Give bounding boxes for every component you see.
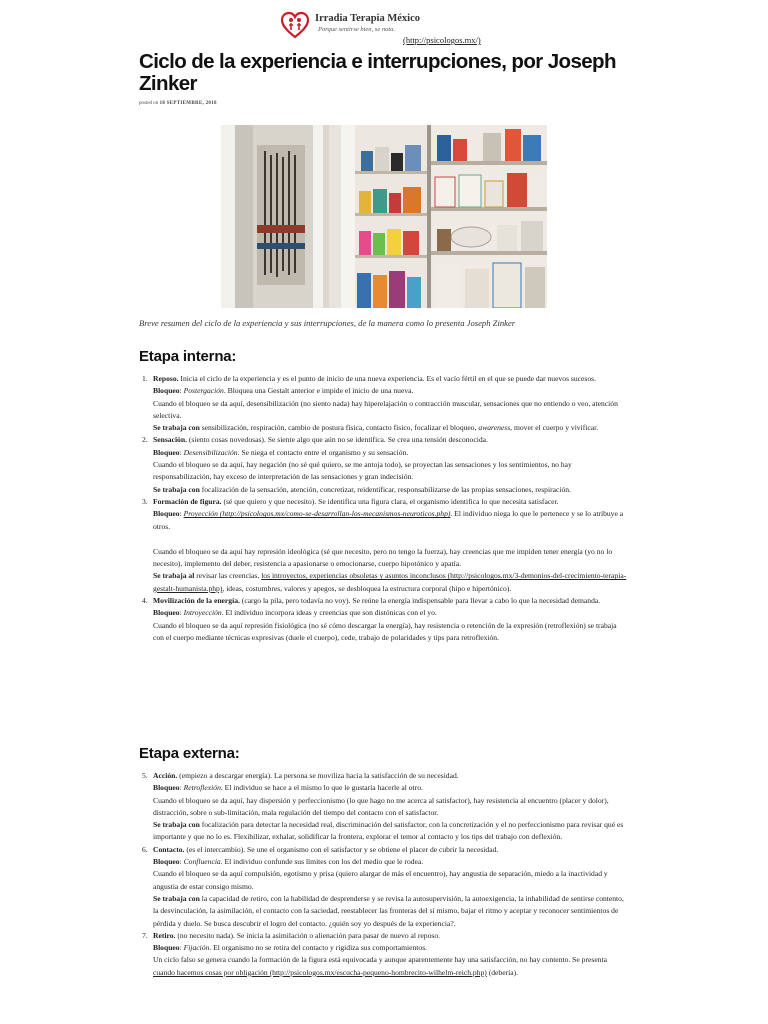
work-desc: focalización para detectar la necesidad real, discriminación del satisfactor, con la concretización y el no perfeccionismo para revisar qué es importante y que no lo es. Flexibilizar, exhalar, solidificar la frontera, explorar el temor al contacto y los tips del trabajo con deflexión.: [153, 820, 624, 842]
item-number: 5.: [142, 771, 148, 780]
work-em: awareness: [478, 423, 511, 433]
work-desc: sensibilización, respiración, cambio de postura física, contacto físico, focalizar el bloqueo,: [199, 423, 479, 433]
block-name: Confluencia: [183, 857, 221, 867]
work-label: Se trabaja con: [153, 893, 200, 903]
introyectos-link[interactable]: los introyectos, experiencias obsoletas y asuntos inconclusos (http://psicologos.mx/3-demonios-del-crecimiento-terapia-gestalt-humanista.php): [153, 571, 627, 593]
block-desc: . Se niega el contacto entre el organismo y su sensación.: [237, 447, 409, 457]
stage-name: Formación de figura.: [153, 496, 222, 506]
stage-desc: Inicia el ciclo de la experiencia y es el punto de inicio de una nueva experiencia. Es el vacío fértil en el que se puede dar nuevos sucesos.: [178, 374, 597, 383]
site-name: Irradia Terapia México: [315, 13, 420, 24]
list-item: 3. Formación de figura. (sé que quiero y que necesito). Se identifica una figura clara, el organismo identifica lo que necesita satisfacer. Bloqueo: Proyección (http://psicologos.mx/como-se-desarrollan-los-mecanismos-neuroticos.php). El individuo niega lo que le pertenece y se lo atribuye a otros. Cuando el bloqueo se da aquí hay represión ideológica (sé que necesito, pero no tengo la fuerza), hay creencias que me impiden tener energía (yo no lo necesito), implemento del deber, resistencia a apasionarse o emocionarse, cuerpo hipotónico y apatía. Se trabaja al revisar las creencias, los introyectos, experiencias obsoletas y asuntos inconclusos (http://psicologos.mx/3-demonios-del-crecimiento-terapia-gestalt-humanista.php), ideas, costumbres, valores y apegos, se desbloquea la estructura corporal (hipo e hipertónico).: [142, 496, 627, 593]
item-number: 2.: [142, 435, 148, 445]
item-number: 4.: [142, 596, 148, 606]
work-desc: la capacidad de retiro, con la habilidad de desprenderse y se revisa la autosupervisión, la autoexigencia, la inhabilidad de sentirse contento, la desvinculación, la asimilación, el contacto con la saciedad, reestablecer las fronteras del sí mismo, bajar el ritmo y aceptar y reconocer sentimientos de pérdida y duelo. Se busca descubrir el logro del contacto. ¿quién soy yo después de la experiencia?.: [153, 893, 624, 928]
block-label: Bloqueo: [153, 783, 180, 793]
stage-name: Reposo.: [153, 374, 179, 383]
hearts-logo-icon: [280, 11, 310, 39]
post-meta: [139, 101, 217, 106]
work-label: Se trabaja con: [153, 820, 200, 830]
block-label: Bloqueo: [153, 608, 180, 618]
obligacion-link[interactable]: cuando hacemos cosas por obligación (http://psicologos.mx/escucha-pequeno-hombrecito-wilhelm-reich.php): [153, 967, 487, 977]
work-desc: focalización de la sensación, atención, concretizar, reidentificar, responsabilizarse de las propias sensaciones, respiración.: [199, 484, 571, 494]
block-label: Bloqueo: [153, 509, 180, 519]
work-tail: , mover el cuerpo y vivificar.: [510, 423, 599, 433]
section-heading-internal: Etapa interna:: [139, 348, 237, 365]
block-desc: . Bloquea una Gestalt anterior e impide el inicio de una nueva.: [223, 386, 414, 396]
work-desc: revisar las creencias,: [194, 571, 262, 581]
site-logo-link[interactable]: [280, 8, 500, 44]
site-header: [0, 0, 768, 46]
block-label: Bloqueo: [153, 447, 180, 457]
list-item: 6. Contacto. (es el intercambio). Se une el organismo con el satisfactor y se obtiene el placer de cubrir la necesidad. Bloqueo: Confluencia. El individuo confunde sus límites con los del medio que le rodea. Cuando el bloqueo se da aquí compulsión, egotismo y prisa (quiero alargar de más el encuentro), hay angustia de separación, miedo a la inactividad y angustia de estar consigo mismo. Se trabaja con la capacidad de retiro, con la habilidad de desprenderse y se revisa la autosupervisión, la autoexigencia, la inhabilidad de sentirse contento, la desvinculación, la asimilación, el contacto con la saciedad, reestablecer las fronteras del sí mismo, bajar el ritmo y aceptar y reconocer sentimientos de pérdida y duelo. Se busca descubrir el logro del contacto. ¿quién soy yo después de la experiencia?.: [153, 844, 627, 930]
block-desc: . El individuo incorpora ideas y creencias que son distónicas con el yo.: [221, 608, 437, 618]
block-name: Retroflexión: [183, 783, 221, 793]
block-effect-tail: (debería).: [486, 967, 519, 977]
list-item: 7. Retiro. (no necesito nada). Se inicia la asimilación o alienación para pasar de nuevo al reposo. Bloqueo: Fijación. El organismo no se retira del contacto y rigidiza sus comportamientos. Un ciclo falso se genera cuando la formación de la figura está equivocada y aunque aparentemente hay una satisfacción, no hay contento. Se presenta cuando hacemos cosas por obligación (http://psicologos.mx/escucha-pequeno-hombrecito-wilhelm-reich.php) (debería).: [142, 930, 607, 977]
stage-name: Movilización de la energía.: [153, 596, 240, 606]
block-name: Introyección: [183, 608, 222, 618]
stage-desc: (siento cosas novedosas). Se siente algo que aún no se identifica. Se crea una tensión desconocida.: [186, 435, 488, 445]
block-name: Postergación: [183, 386, 224, 396]
block-desc: . El individuo se hace a el mismo lo que le gustaría hacerle al otro.: [220, 783, 423, 793]
proyeccion-link[interactable]: Proyección (http://psicologos.mx/como-se-desarrollan-los-mecanismos-neuroticos.php): [183, 509, 451, 519]
block-effect: Cuando el bloqueo se da aquí hay represión ideológica (sé que necesito, pero no tengo la fuerza), hay creencias que me impiden tener energía (yo no lo necesito), implemento del deber, resistencia a apasionarse o emocionarse, cuerpo hipotónico y apatía.: [153, 546, 613, 569]
post-meta-prefix: posted on: [139, 101, 159, 106]
stage-name: Sensación.: [153, 435, 187, 445]
paint-shelves-illustration: [221, 125, 547, 308]
list-item: 2. Sensación. (siento cosas novedosas). Se siente algo que aún no se identifica. Se crea una tensión desconocida. Bloqueo: Desensibilización. Se niega el contacto entre el organismo y su sensación. Cuando el bloqueo se da aquí, hay negación (no sé qué quiero, se me antoja todo), se proyectan las sensaciones y los sentimientos, no hay responsabilización, hay exceso de interpretación de las sensaciones y gran indecisión. Se trabaja con focalización de la sensación, atención, concretizar, reidentificar, responsabilizarse de las propias sensaciones, respiración.: [153, 434, 627, 495]
block-effect: Cuando el bloqueo se da aquí, hay negación (no sé qué quiero, se me antoja todo), se proyectan las sensaciones y los sentimientos, no hay responsabilización, hay exceso de interpretación de las sensaciones y gran indecisión.: [153, 460, 572, 482]
stages-list-internal: [142, 373, 627, 644]
block-effect: Cuando el bloqueo se da aquí, hay dispersión y perfeccionismo (lo que hago no me acerca al satisfactor), hay resistencia al encuentro (placer y dolor), distracción, sobre o sub-limitación, mala regulación del tiempo del contacto con el satisfactor.: [153, 795, 609, 817]
item-number: 6.: [142, 844, 148, 854]
stage-name: Retiro.: [153, 930, 176, 940]
item-number: 3.: [142, 496, 148, 506]
stage-desc: (es el intercambio). Se une el organismo con el satisfactor y se obtiene el placer de cubrir la necesidad.: [184, 844, 499, 854]
block-effect: Cuando el bloqueo se da aquí, desensibilización (no siento nada) hay hiperelajación o contracción muscular, sensaciones que no entiendo o veo, atención selectiva.: [153, 398, 618, 420]
block-effect: Cuando el bloqueo se da aquí compulsión, egotismo y prisa (quiero alargar de más el encuentro), hay angustia de separación, miedo a la inactividad y angustia de estar consigo mismo.: [153, 869, 608, 891]
site-url-link[interactable]: (http://psicologos.mx/): [403, 35, 481, 45]
stage-desc: (empiezo a descargar energía). La persona se moviliza hacia la satisfacción de su necesidad.: [177, 771, 459, 780]
site-tagline: Porque sentirse bien, se nota.: [318, 26, 396, 33]
list-item: 4. Movilización de la energía. (cargo la pila, pero todavía no voy). Se reúne la energía indispensable para llevar a cabo lo que la necesidad demanda. Bloqueo: Introyección. El individuo incorpora ideas y creencias que son distónicas con el yo. Cuando el bloqueo se da aquí represión fisiológica (no sé cómo descargar la energía), hay resistencia o retención de la expresión (retroflexión) se trabaja con el cuerpo mediante técnicas expresivas (duele el cuerpo), cede, trabajo de polaridades y tips para retroflexión.: [153, 595, 627, 644]
block-label: Bloqueo: [153, 857, 180, 867]
stages-list-external: [142, 770, 627, 979]
block-effect: Un ciclo falso se genera cuando la formación de la figura está equivocada y aunque aparentemente hay una satisfacción, no hay contento. Se presenta: [153, 955, 607, 965]
stage-name: Contacto.: [153, 844, 185, 854]
image-caption: Breve resumen del ciclo de la experiencia y sus interrupciones, de la manera como lo presenta Joseph Zinker: [139, 318, 516, 328]
work-label: Se trabaja con: [153, 423, 200, 433]
block-effect: Cuando el bloqueo se da aquí represión fisiológica (no sé cómo descargar la energía), hay resistencia o retención de la expresión (retroflexión) se trabaja con el cuerpo mediante técnicas expresivas (duele el cuerpo), cede, trabajo de polaridades y tips para retroflexión.: [153, 620, 617, 642]
list-item: 1. Reposo. Inicia el ciclo de la experiencia y es el punto de inicio de una nueva experiencia. Es el vacío fértil en el que se puede dar nuevos sucesos. Bloqueo: Postergación. Bloquea una Gestalt anterior e impide el inicio de una nueva. Cuando el bloqueo se da aquí, desensibilización (no siento nada) hay hiperelajación o contracción muscular, sensaciones que no entiendo o veo, atención selectiva. Se trabaja con sensibilización, respiración, cambio de postura física, contacto físico, focalizar el bloqueo, awareness, mover el cuerpo y vivificar.: [153, 373, 627, 434]
block-desc: . El individuo confunde sus límites con los del medio que le rodea.: [220, 857, 424, 867]
stage-desc: (cargo la pila, pero todavía no voy). Se reúne la energía indispensable para llevar a cabo lo que la necesidad demanda.: [239, 596, 601, 606]
block-label: Bloqueo: [153, 386, 180, 396]
section-heading-external: Etapa externa:: [139, 745, 240, 762]
hero-image: [221, 125, 547, 308]
block-desc: . El individuo niega lo que le pertenece y se lo atribuye a otros.: [153, 509, 624, 531]
stage-desc: (sé que quiero y que necesito). Se identifica una figura clara, el organismo identifica lo que necesita satisfacer.: [221, 496, 559, 506]
stage-desc: (no necesito nada). Se inicia la asimilación o alienación para pasar de nuevo al reposo.: [175, 930, 441, 940]
post-title: Ciclo de la experiencia e interrupciones, por Joseph Zinker: [139, 50, 616, 95]
stage-name: Acción.: [153, 771, 178, 780]
block-name: Desensibilización: [183, 447, 238, 457]
item-number: 1.: [142, 374, 148, 383]
work-label: Se trabaja al: [153, 571, 195, 581]
item-number: 7.: [142, 930, 148, 940]
block-desc: . El organismo no se retira del contacto y rigidiza sus comportamientos.: [209, 943, 428, 953]
block-name: Fijación: [183, 943, 210, 953]
post-date: 18 SEPTIEMBRE, 2018: [159, 101, 217, 106]
work-tail: , ideas, costumbres, valores y apegos, se desbloquea la estructura corporal (hipo e hipertónico).: [222, 583, 512, 593]
block-label: Bloqueo: [153, 943, 180, 953]
list-item: 5. Acción. (empiezo a descargar energía). La persona se moviliza hacia la satisfacción de su necesidad. Bloqueo: Retroflexión. El individuo se hace a el mismo lo que le gustaría hacerle al otro. Cuando el bloqueo se da aquí, hay dispersión y perfeccionismo (lo que hago no me acerca al satisfactor), hay resistencia al encuentro (placer y dolor), distracción, sobre o sub-limitación, mala regulación del tiempo del contacto con el satisfactor. Se trabaja con focalización para detectar la necesidad real, discriminación del satisfactor, con la concretización y el no perfeccionismo para revisar qué es importante y que no lo es. Flexibilizar, exhalar, solidificar la frontera, explorar el temor al contacto y los tips del trabajo con deflexión.: [153, 770, 627, 844]
work-label: Se trabaja con: [153, 484, 200, 494]
